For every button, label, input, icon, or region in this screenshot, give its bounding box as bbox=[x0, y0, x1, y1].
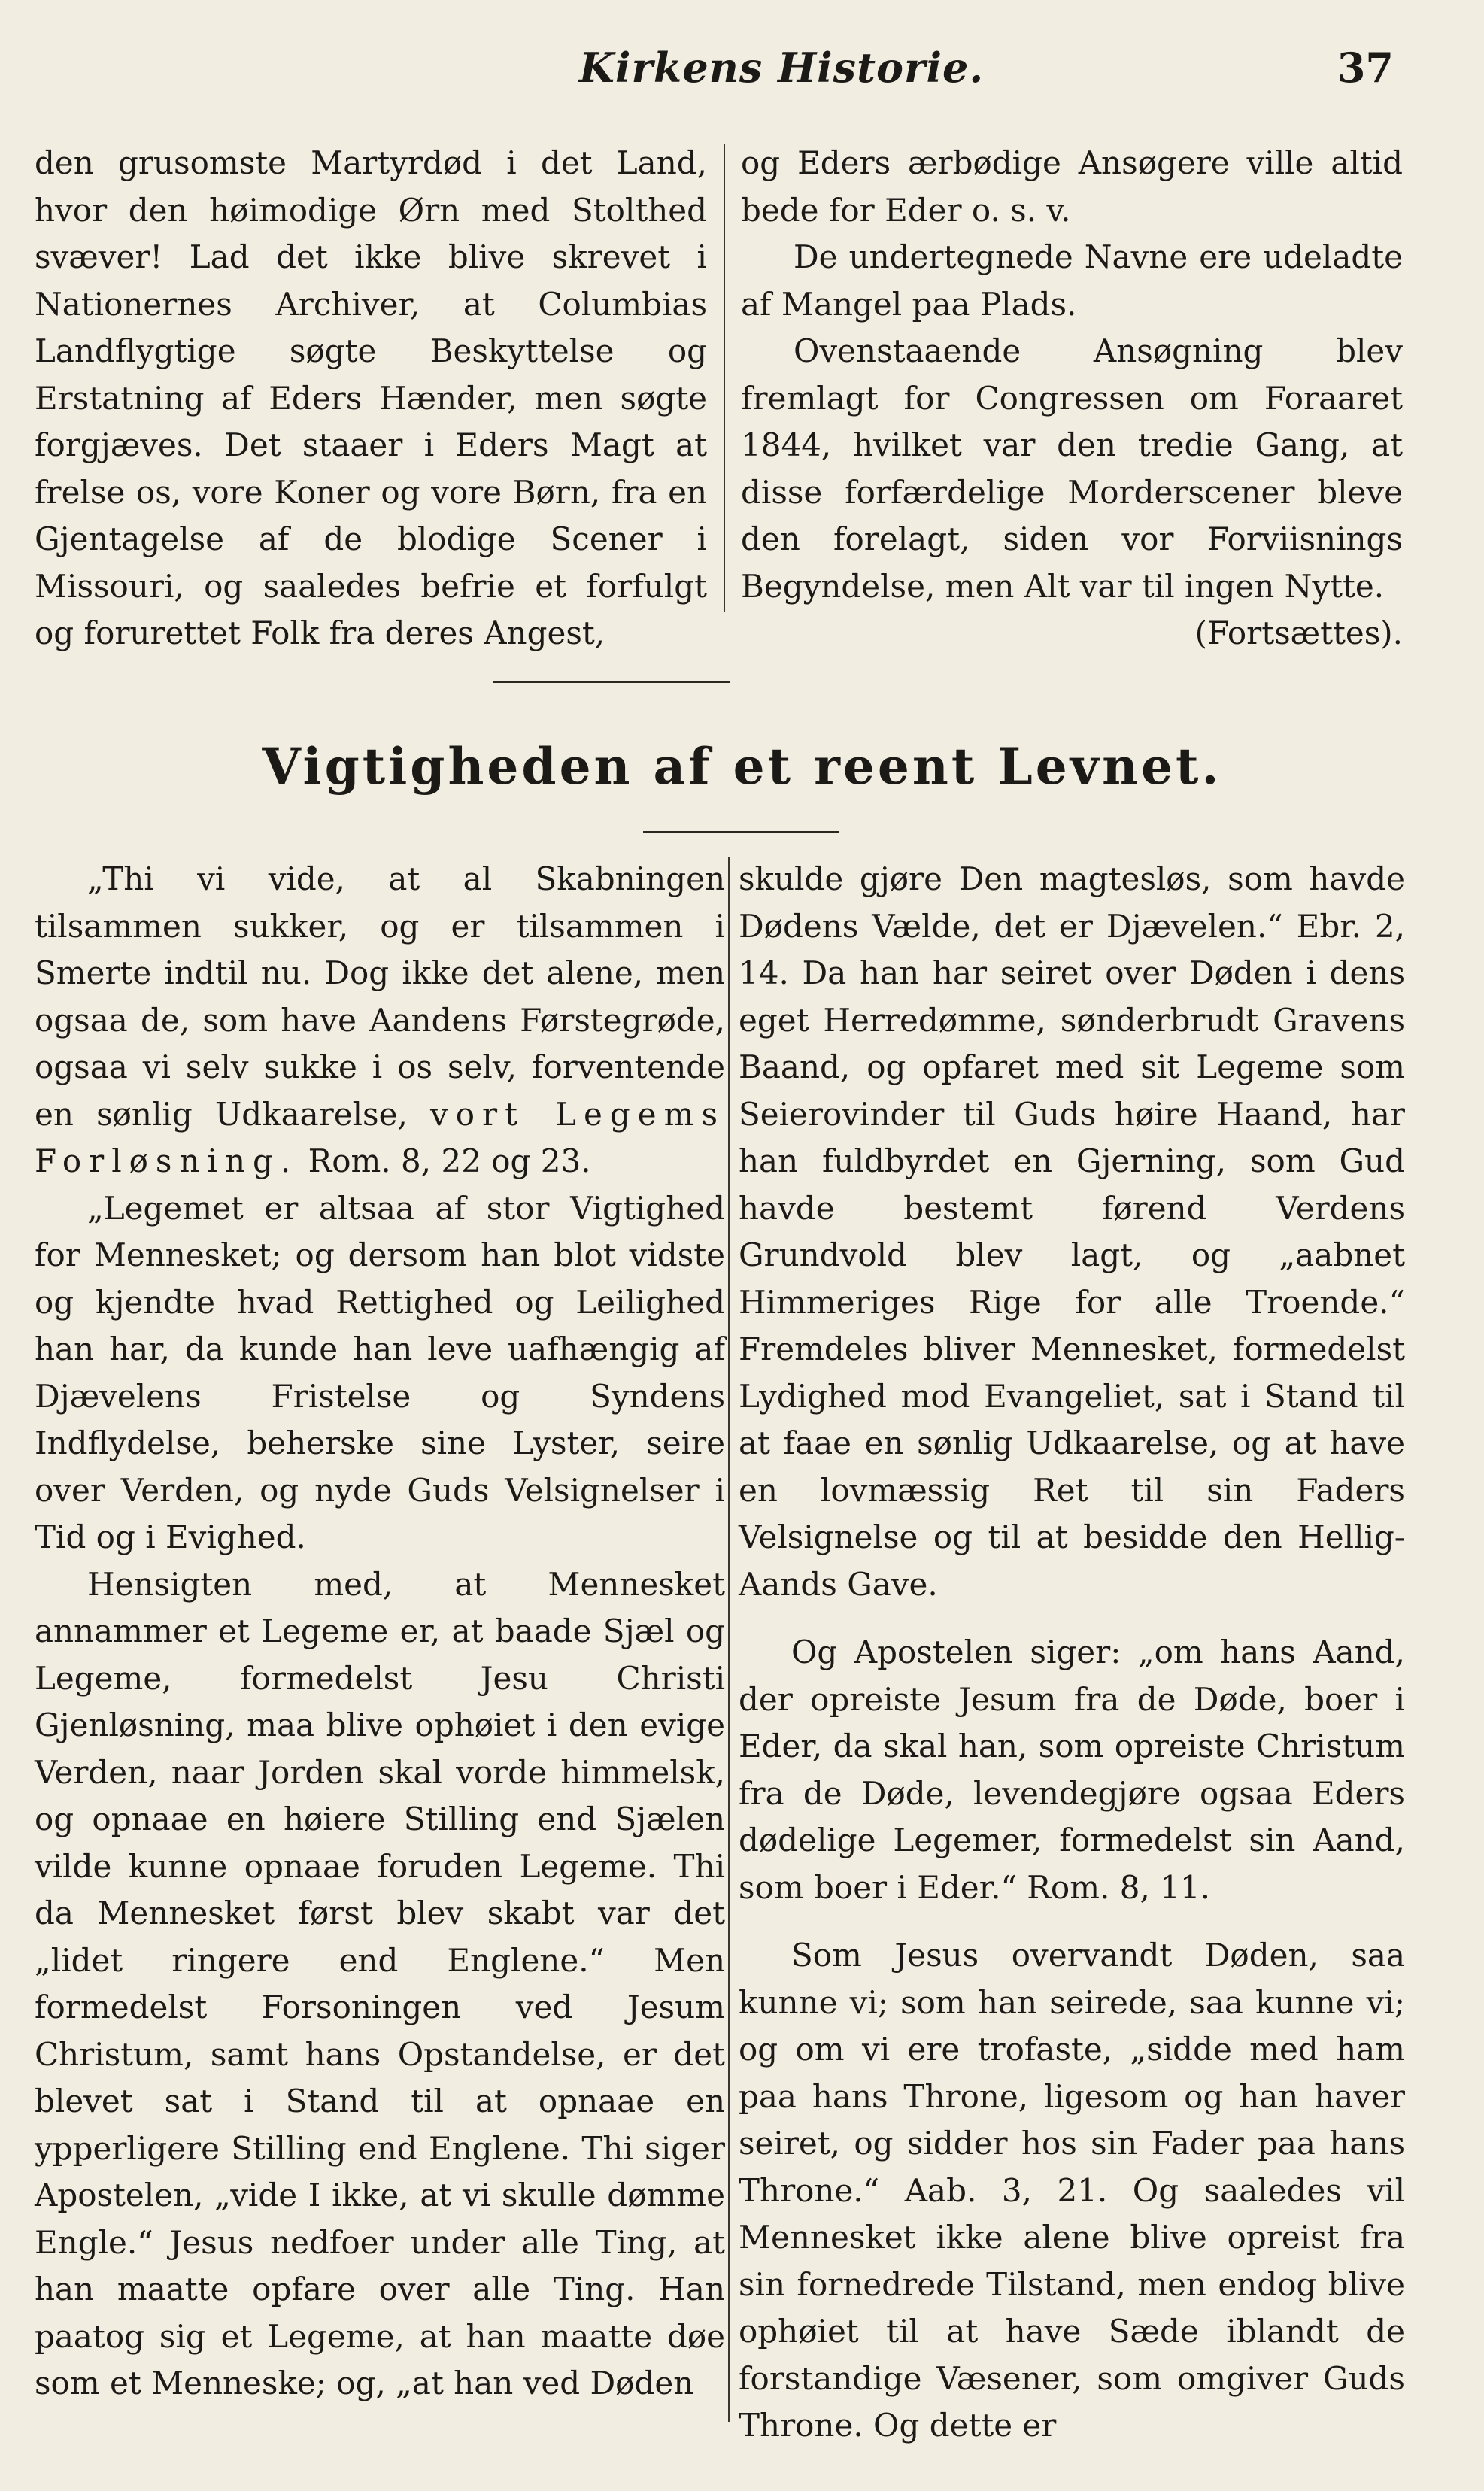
running-head: Kirkens Historie. bbox=[579, 44, 985, 92]
column-rule-lower bbox=[728, 857, 730, 2422]
column-rule-upper bbox=[724, 144, 725, 612]
upper-left-column bbox=[35, 140, 707, 657]
body-paragraph: skulde gjøre Den magtesløs, som havde Dødens Vælde, det er Djævelen.“ Ebr. 2, 14. Da han har seiret over Døden i dens eget Herredømme, sønderbrudt Gravens Baand, og opfaret med sit Legeme som Seierovinder til Guds høire Haand, har han fuldbyrdet en Gjerning, som Gud havde bestemt førend Verdens Grundvold blev lagt, og „aabnet Himmeriges Rige for alle Troende.“ Fremdeles bliver Mennesket, formedelst Lydighed mod Evangeliet, sat i Stand til at faae en sønlig Udkaarelse, og at have en lovmæssig Ret til sin Faders Velsignelse og til at besidde den Hellig-Aands Gave. bbox=[739, 860, 1405, 1603]
scripture-reference: Rom. 8, 22 og 23. bbox=[308, 1142, 591, 1179]
body-text: Ovenstaaende Ansøgning blev fremlagt for Congressen om Foraaret 1844, hvilket var den tredie Gang, at disse forfærdelige Morderscener bleve den forelagt, siden vor Forviisnings Begyndelse, men Alt var til ingen Nytte. bbox=[741, 332, 1403, 605]
lower-right-column bbox=[739, 856, 1405, 2450]
upper-right-column bbox=[741, 140, 1403, 657]
quote-emphasis: vort Legems Forløsning. bbox=[35, 1095, 726, 1179]
body-paragraph: De undertegnede Navne ere udeladte af Mangel paa Plads. bbox=[741, 238, 1403, 323]
quote-text: „Thi vi vide, at al Skabningen tilsammen sukker, og er tilsammen i Smerte indtil nu. Dog ikke det alene, men ogsaa de, som have Aandens Førstegrøde, ogsaa vi selv sukke i os selv, forventende en sønlig Udkaarelse, bbox=[35, 860, 725, 1133]
page-number: 37 bbox=[1337, 44, 1394, 92]
body-paragraph bbox=[741, 328, 1403, 651]
title-underline bbox=[643, 831, 839, 833]
body-paragraph: Hensigten med, at Mennesket annammer et Legeme er, at baade Sjæl og Legeme, formedelst Jesu Christi Gjenløsning, maa blive ophøiet i den evige Verden, naar Jorden skal vorde himmelsk, og opnaae en høiere Stilling end Sjælen vilde kunne opnaae foruden Legeme. Thi da Mennesket først blev skabt var det „lidet ringere end Englene.“ Men formedelst Forsoningen ved Jesum Christum, samt hans Opstandelse, er det blevet sat i Stand til at opnaae en ypperligere Stilling end Englene. Thi siger Apostelen, „vide I ikke, at vi skulle dømme Engle.“ Jesus nedfoer under alle Ting, at han maatte opfare over alle Ting. Han paatog sig et Legeme, at han maatte døe som et Menneske; og, „at han ved Døden bbox=[35, 1565, 725, 2401]
scripture-quote bbox=[35, 856, 725, 1185]
section-divider bbox=[493, 681, 730, 683]
body-paragraph: den grusomste Martyrdød i det Land, hvor den høimodige Ørn med Stolthed svæver! Lad det ikke blive skrevet i Nationernes Archiver, at Columbias Landflygtige søgte Beskyttelse og Erstatning af Eders Hænder, men søgte forgjæves. Det staaer i Eders Magt at frelse os, vore Koner og vore Børn, fra en Gjentagelse af de blodige Scener i Missouri, og saaledes befrie et forfulgt og forurettet Folk fra deres Angest, bbox=[35, 144, 707, 651]
continued-note: (Fortsættes). bbox=[1194, 614, 1403, 651]
body-paragraph: Og Apostelen siger: „om hans Aand, der opreiste Jesum fra de Døde, boer i Eder, da skal han, som opreiste Christum fra de Døde, levendegjøre ogsaa Eders dødelige Legemer, formedelst sin Aand, som boer i Eder.“ Rom. 8, 11. bbox=[739, 1634, 1405, 1906]
article-title: Vigtigheden af et reent Levnet. bbox=[262, 737, 1222, 796]
body-paragraph: og Eders ærbødige Ansøgere ville altid bede for Eder o. s. v. bbox=[741, 144, 1403, 229]
lower-left-column bbox=[35, 856, 725, 2408]
body-paragraph: Som Jesus overvandt Døden, saa kunne vi; som han seirede, saa kunne vi; og om vi ere trofaste, „sidde med ham paa hans Throne, ligesom og han haver seiret, og sidder hos sin Fader paa hans Throne.“ Aab. 3, 21. Og saaledes vil Mennesket ikke alene blive opreist fra sin fornedrede Tilstand, men endog blive ophøiet til at have Sæde iblandt de forstandige Væsener, som omgiver Guds Throne. Og dette er bbox=[739, 1937, 1405, 2444]
body-paragraph: „Legemet er altsaa af stor Vigtighed for Mennesket; og dersom han blot vidste og kjendte hvad Rettighed og Leilighed han har, da kunde han leve uafhængig af Djævelens Fristelse og Syndens Indflydelse, beherske sine Lyster, seire over Verden, og nyde Guds Velsignelser i Tid og i Evighed. bbox=[35, 1189, 725, 1555]
